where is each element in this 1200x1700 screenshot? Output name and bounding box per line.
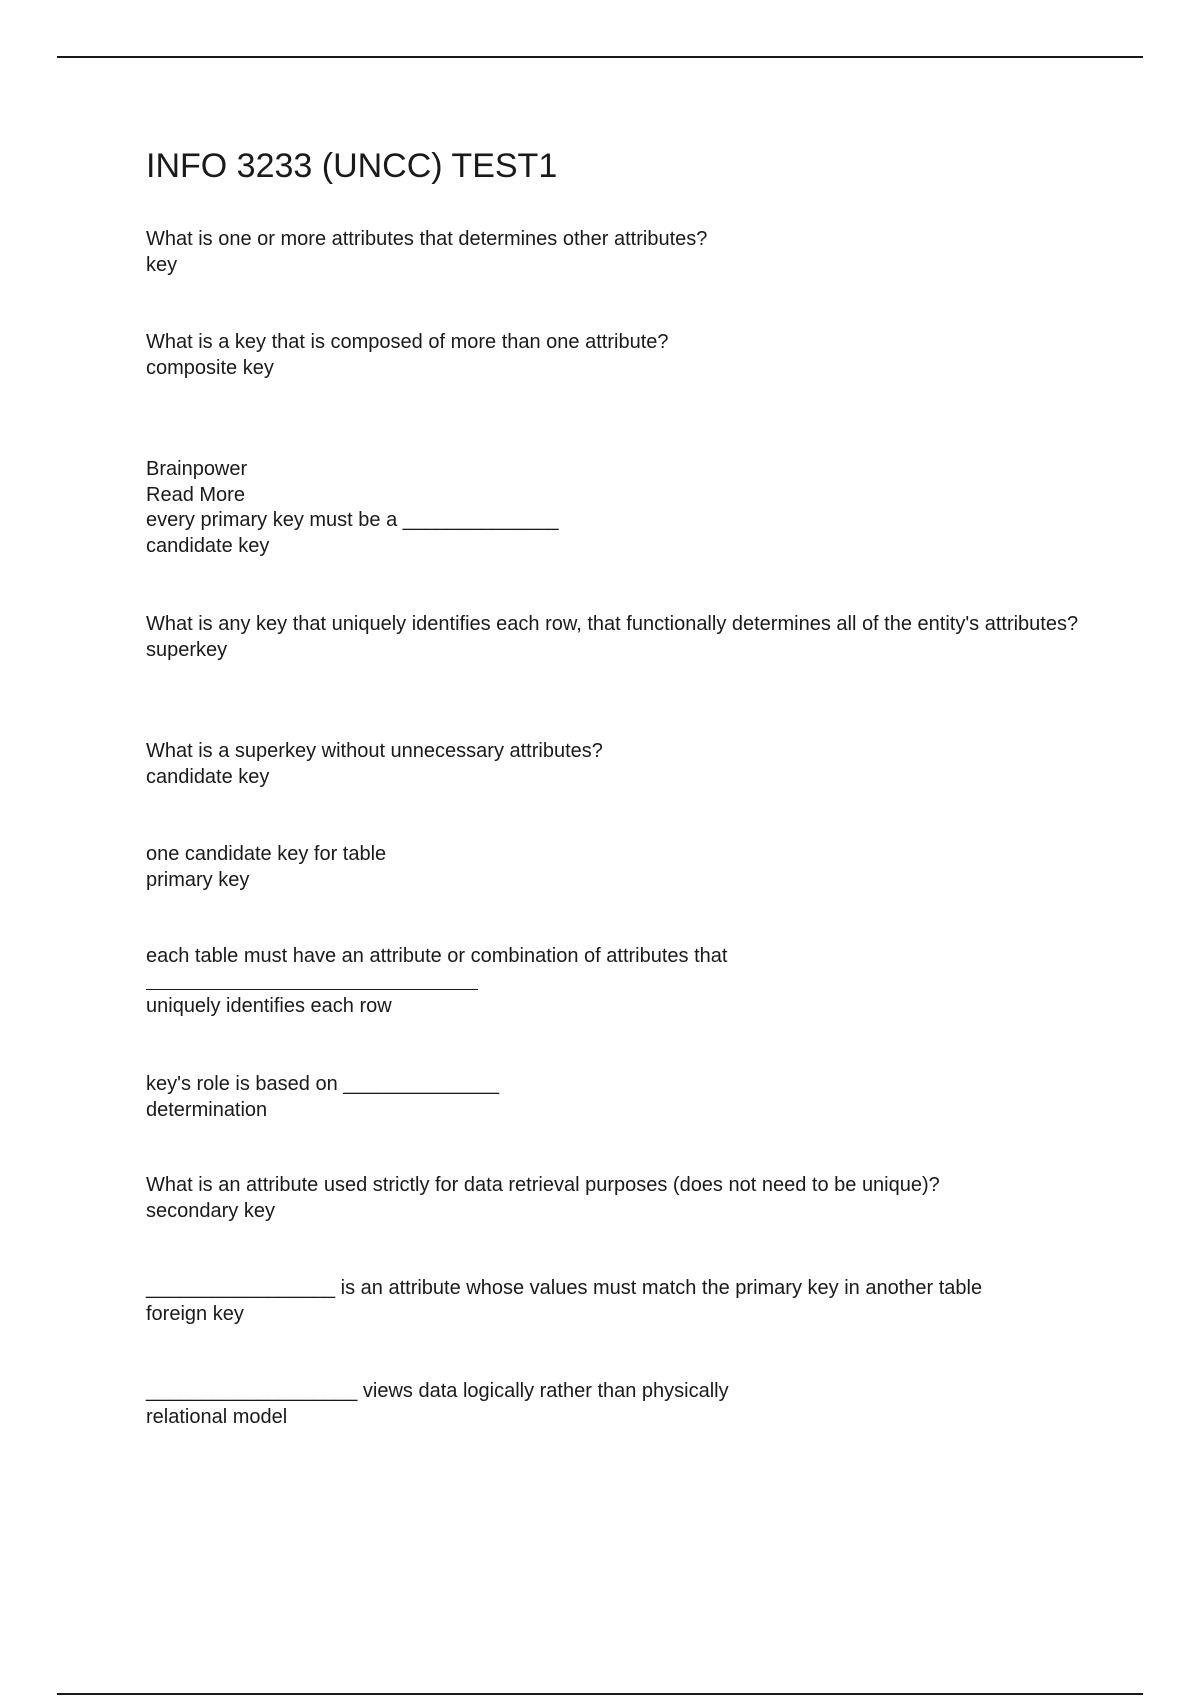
page-title: INFO 3233 (UNCC) TEST1 xyxy=(146,147,558,185)
answer-text: determination xyxy=(146,1098,268,1121)
qa-item xyxy=(146,612,1086,663)
question-text: What is a key that is composed of more than one attribute? xyxy=(146,331,669,353)
qa-item xyxy=(146,944,1086,1019)
answer-text: candidate key xyxy=(146,534,270,557)
question-text: What is an attribute used strictly for data retrieval purposes (does not need to be unique)? xyxy=(146,1174,940,1196)
bottom-rule xyxy=(57,1693,1143,1695)
read-more-link[interactable]: Read More xyxy=(146,483,245,506)
qa-item xyxy=(146,330,1086,381)
qa-item xyxy=(146,1072,1086,1123)
question-text: _________________ is an attribute whose values must match the primary key in another table xyxy=(146,1277,983,1299)
qa-item xyxy=(146,739,1086,790)
question-text: What is one or more attributes that determines other attributes? xyxy=(146,228,708,250)
answer-text: relational model xyxy=(146,1405,288,1428)
question-text: What is a superkey without unnecessary attributes? xyxy=(146,740,603,762)
qa-item xyxy=(146,457,1086,559)
qa-item xyxy=(146,842,1086,893)
answer-text: superkey xyxy=(146,638,228,661)
question-text: one candidate key for table xyxy=(146,843,387,865)
qa-item xyxy=(146,1276,1086,1327)
answer-text: key xyxy=(146,253,178,276)
answer-text: uniquely identifies each row xyxy=(146,994,392,1017)
answer-text: foreign key xyxy=(146,1302,244,1325)
question-text: every primary key must be a ______________ xyxy=(146,509,559,531)
qa-item xyxy=(146,1379,1086,1430)
answer-text: primary key xyxy=(146,868,250,891)
question-text: each table must have an attribute or combination of attributes that xyxy=(146,945,728,967)
fill-in-blank-line xyxy=(146,989,478,990)
question-text: ___________________ views data logically rather than physically xyxy=(146,1380,729,1402)
answer-text: candidate key xyxy=(146,765,270,788)
question-text: What is any key that uniquely identifies each row, that functionally determines all of the entity's attributes? xyxy=(146,613,1079,635)
answer-text: secondary key xyxy=(146,1199,275,1222)
answer-text: composite key xyxy=(146,356,274,379)
question-text: key's role is based on ______________ xyxy=(146,1073,499,1095)
top-rule xyxy=(57,56,1143,58)
qa-item xyxy=(146,1173,1086,1224)
qa-item xyxy=(146,227,1086,278)
brainpower-label: Brainpower xyxy=(146,458,248,480)
